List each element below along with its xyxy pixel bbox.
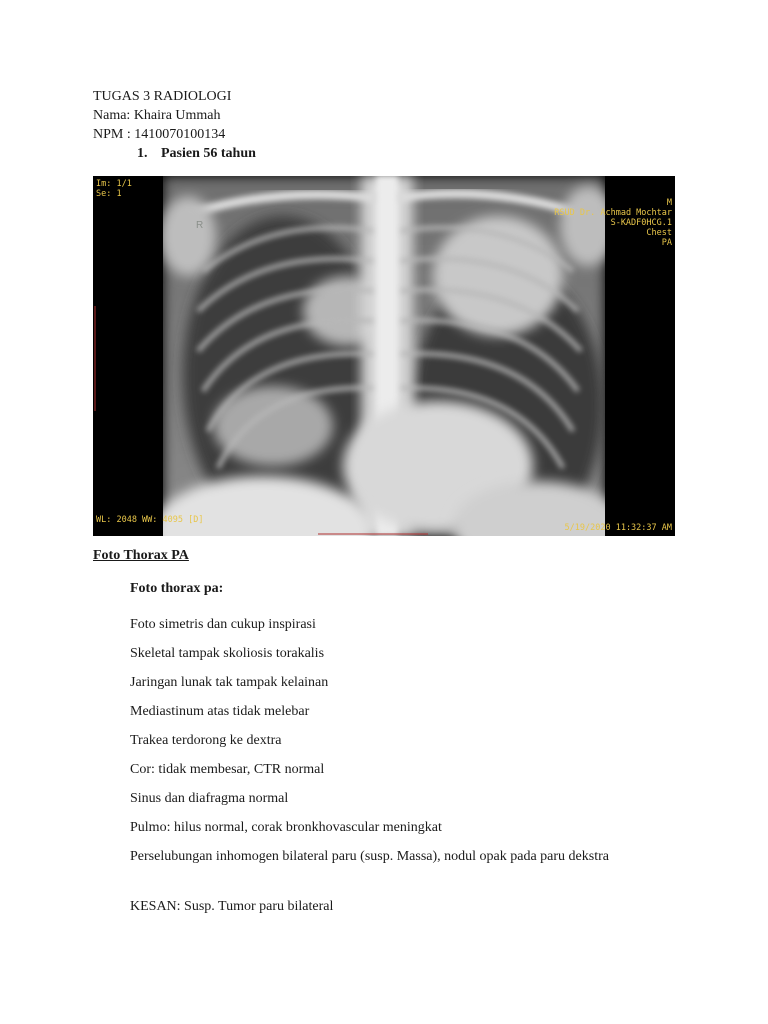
findings-list xyxy=(130,610,609,871)
finding-item: Foto simetris dan cukup inspirasi xyxy=(130,617,316,632)
impression: KESAN: Susp. Tumor paru bilateral xyxy=(130,899,334,914)
finding-item: Skeletal tampak skoliosis torakalis xyxy=(130,646,325,661)
xray-overlay-timestamp: 5/19/2020 11:32:37 AM xyxy=(564,523,672,533)
finding-item: Perselubungan inhomogen bilateral paru (susp. Massa), nodul opak pada paru dekstra xyxy=(130,849,609,864)
xray-overlay-window-level: WL: 2048 WW: 4095 [D] xyxy=(96,515,204,525)
finding-item: Mediastinum atas tidak melebar xyxy=(130,704,310,719)
finding-item: Pulmo: hilus normal, corak bronkhovascular meningkat xyxy=(130,820,442,835)
finding-item: Trakea terdorong ke dextra xyxy=(130,733,282,748)
finding-item: Cor: tidak membesar, CTR normal xyxy=(130,762,325,777)
case-label: Pasien 56 tahun xyxy=(161,146,256,161)
chest-xray-image xyxy=(93,176,675,536)
overlay-view: PA xyxy=(661,238,672,248)
overlay-image-index: Im: 1/1 xyxy=(96,179,132,189)
case-number: 1. xyxy=(137,146,148,161)
xray-overlay-top-left xyxy=(96,179,132,199)
student-name: Nama: Khaira Ummah xyxy=(93,108,221,123)
overlay-sex: M xyxy=(666,198,672,208)
side-marker: R xyxy=(196,220,204,231)
case-heading xyxy=(137,146,256,162)
student-npm: NPM : 1410070100134 xyxy=(93,127,226,142)
section-title: Foto Thorax PA xyxy=(93,548,189,563)
finding-item: Jaringan lunak tak tampak kelainan xyxy=(130,675,329,690)
finding-item: Sinus dan diafragma normal xyxy=(130,791,289,806)
overlay-body-part: Chest xyxy=(646,228,672,238)
overlay-study-id: S-KADF0HCG.1 xyxy=(610,218,672,228)
report-subtitle: Foto thorax pa: xyxy=(130,581,224,596)
assignment-title: TUGAS 3 RADIOLOGI xyxy=(93,89,232,104)
overlay-series: Se: 1 xyxy=(96,189,122,199)
overlay-hospital: RSUD Dr. Achmad Mochtar xyxy=(554,208,672,218)
xray-overlay-top-right xyxy=(554,198,672,248)
